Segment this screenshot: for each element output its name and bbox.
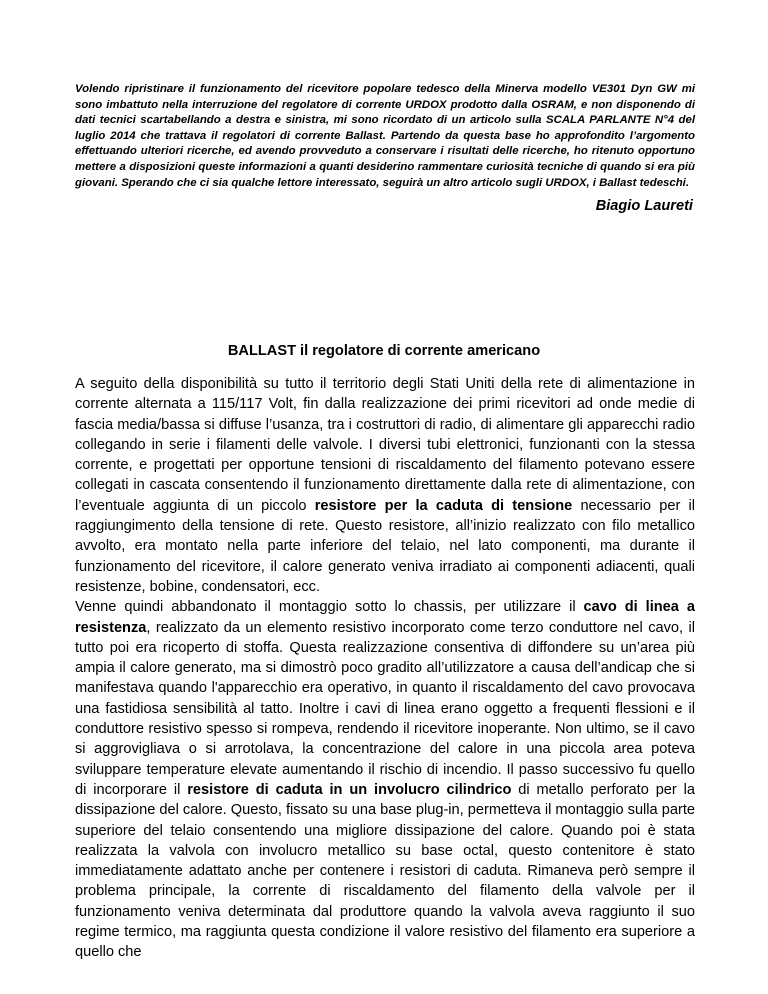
body-paragraph-1 [75, 374, 695, 597]
author-name: Biagio Laureti [595, 198, 693, 214]
text-run: A seguito della disponibilità su tutto il territorio degli Stati Uniti della rete di alimentazione in corrente alternata a 115/117 Volt, fin dalla realizzazione dei primi ricevitori ad onde medie di fascia media/bassa si diffuse l’usanza, tra i costruttori di radio, di alimentare gli apparecchi radio collegando in serie i filamenti delle valvole. I diversi tubi elettronici, funzionanti con la stessa corrente, e progettati per opportune tensioni di riscaldamento del filamento potevano essere collegati in cascata consentendo il funzionamento direttamente dalla rete di alimentazione, con l’eventuale aggiunta di un piccolo [75, 376, 695, 514]
text-run: , realizzato da un elemento resistivo incorporato come terzo conduttore nel cavo, il tutto poi era ricoperto di stoffa. Questa realizzazione consentiva di diffondere su un’area più ampia il calore generato, ma si dimostrò poco gradito all’utilizzatore a causa dell’andicap che si manifestava quando l'apparecchio era operativo, in quanto il riscaldamento del cavo provocava una fastidiosa sensibilità al tatto. Inoltre i cavi di linea erano oggetto a frequenti flessioni e il conduttore resistivo spesso si rompeva, rendendo il ricevitore inoperante. Non ultimo, se il cavo si aggrovigliava o si arrotolava, la concentrazione del calore in una piccola area poteva sviluppare temperature elevate aumentando il rischio di incendio. Il passo successivo fu quello di incorporare il [75, 619, 695, 798]
body-paragraph-2 [75, 597, 695, 962]
bold-term: cavo di linea a resistenza [75, 599, 695, 636]
intro-paragraph: Volendo ripristinare il funzionamento del ricevitore popolare tedesco della Minerva modello VE301 Dyn GW mi sono imbattuto nella interruzione del regolatore di corrente URDOX prodotto dalla OSRAM, e non disponendo di dati tecnici scartabellando a destra e sinistra, mi sono ricordato di un articolo sulla SCALA PARLANTE N°4 del luglio 2014 che trattava il regolatori di corrente Ballast. Partendo da questa base ho approfondito l’argomento effettuando ulteriori ricerche, ed avendo provveduto a conservare i risultati delle ricerche, ho ritenuto opportuno mettere a disposizioni queste informazioni a quanti desiderino rammentare curiosità tecniche di quando si era più giovani. Sperando che ci sia qualche lettore interessato, seguirà un altro articolo sugli URDOX, i Ballast tedeschi. [75, 83, 695, 189]
bold-term: resistore per la caduta di tensione [314, 497, 573, 514]
text-run: necessario per il raggiungimento della tensione di rete. Questo resistore, all’inizio realizzato con filo metallico avvolto, era montato nella parte inferiore del telaio, nel lato componenti, ma durante il funzionamento del ricevitore, il calore generato veniva irradiato ai componenti adiacenti, quali resistenze, bobine, condensatori, ecc. [75, 497, 695, 595]
text-run: di metallo perforato per la dissipazione del calore. Questo, fissato su una base plug-in, permetteva il montaggio sulla parte superiore del telaio consentendo una migliore dissipazione del calore. Quando poi è stata realizzata la valvola con involucro metallico su base octal, questo contenitore è stato immediatamente adattato anche per contenere i resistori di caduta. Rimaneva però sempre il problema principale, la corrente di riscaldamento del filamento della valvole per il funzionamento veniva determinata dal produttore quando la valvola aveva raggiunto il suo regime termico, ma raggiunta questa condizione il valore resistivo del filamento era superiore a quello che [75, 781, 696, 961]
text-run: Venne quindi abbandonato il montaggio sotto lo chassis, per utilizzare il [75, 599, 584, 616]
article-body [75, 374, 695, 963]
bold-term: resistore di caduta in un involucro cilindrico [187, 781, 512, 798]
article-title: BALLAST il regolatore di corrente americano [227, 343, 541, 359]
